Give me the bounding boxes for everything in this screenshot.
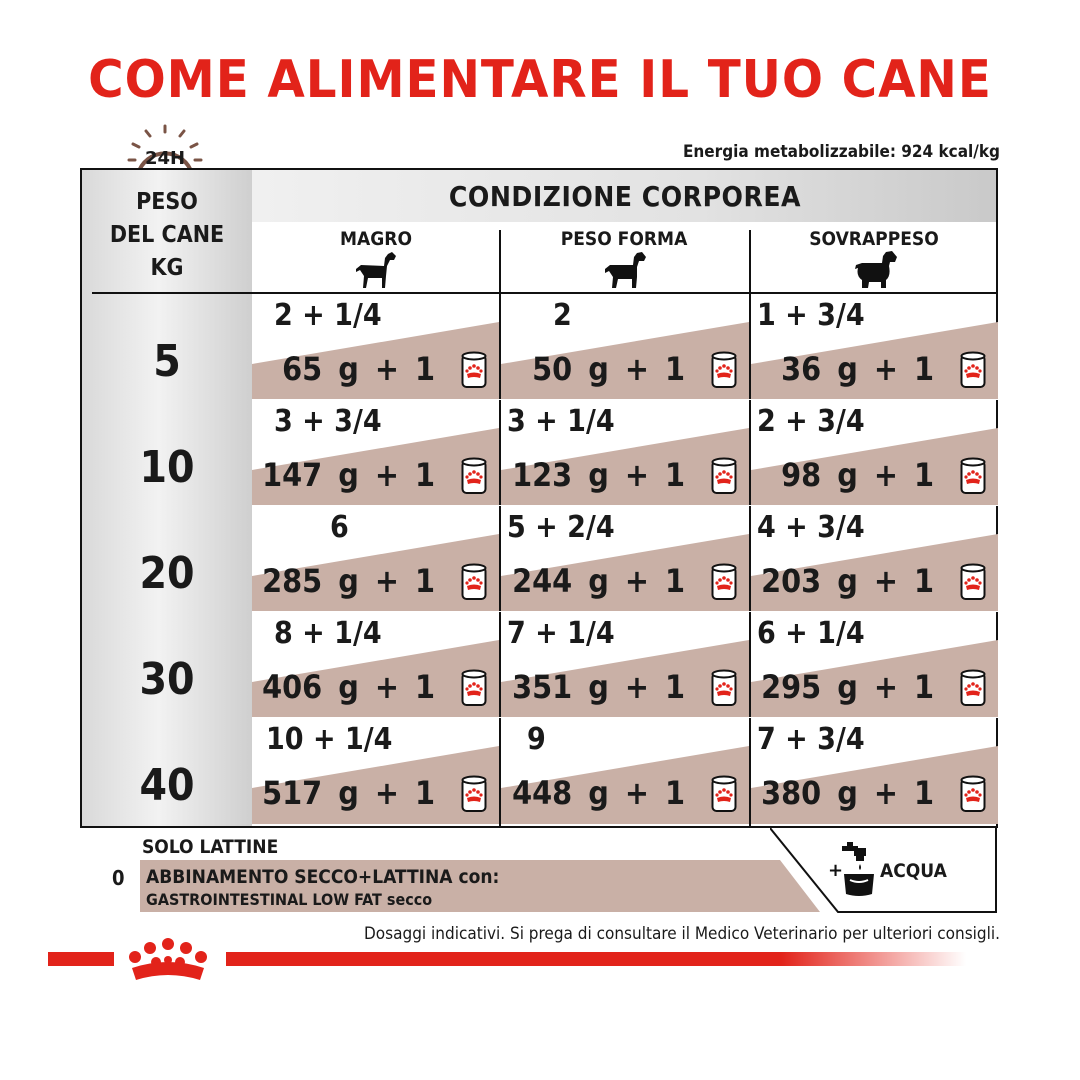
dose-cell	[501, 718, 749, 824]
dose-cell	[751, 294, 998, 400]
condition-header: CONDIZIONE CORPOREA	[448, 180, 802, 213]
dry-cups-value: 9	[527, 722, 546, 757]
can-icon	[960, 775, 986, 813]
disclaimer-note: Dosaggi indicativi. Si prega di consultare il Medico Veterinario per ulteriori consigli.	[364, 924, 1000, 944]
can-icon	[960, 351, 986, 389]
wet-grams-value: 65 g + 1	[282, 350, 435, 388]
wet-grams-value: 517 g + 1	[262, 774, 435, 812]
water-faucet-icon	[842, 842, 874, 896]
can-icon	[711, 457, 737, 495]
wet-grams-value: 98 g + 1	[781, 456, 934, 494]
wet-grams-value: 285 g + 1	[262, 562, 435, 600]
ideal-weight-dog-icon	[604, 250, 648, 290]
weight-header-line-1: PESO	[136, 189, 198, 215]
wet-grams-value: 203 g + 1	[761, 562, 934, 600]
royal-crown-logo-icon	[118, 936, 218, 986]
wet-grams-value: 147 g + 1	[262, 456, 435, 494]
wet-grams-value: 351 g + 1	[512, 668, 685, 706]
weight-kg-40: 40	[139, 760, 195, 811]
dry-cups-value: 1 + 3/4	[757, 298, 865, 333]
can-icon	[960, 669, 986, 707]
dose-cell	[501, 294, 749, 400]
can-icon	[711, 351, 737, 389]
weight-kg-5: 5	[153, 336, 181, 387]
can-icon	[461, 351, 487, 389]
page-title: COME ALIMENTARE IL TUO CANE	[88, 50, 992, 110]
weight-kg-30: 30	[139, 654, 195, 705]
dose-cell	[751, 612, 998, 718]
can-icon	[711, 669, 737, 707]
dry-cups-value: 7 + 3/4	[757, 722, 865, 757]
energy-info: Energia metabolizzabile: 924 kcal/kg	[682, 142, 1000, 162]
dry-cups-value: 6	[330, 510, 349, 545]
dose-cell	[252, 400, 499, 506]
dry-cups-value: 2 + 3/4	[757, 404, 865, 439]
dose-cell	[751, 400, 998, 506]
legend-zero: 0	[112, 866, 125, 890]
dry-cups-value: 8 + 1/4	[274, 616, 382, 651]
dose-cell	[751, 506, 998, 612]
dry-cups-value: 6 + 1/4	[757, 616, 865, 651]
weight-header-line-3: KG	[150, 255, 184, 281]
can-icon	[461, 669, 487, 707]
dry-cups-value: 3 + 3/4	[274, 404, 382, 439]
wet-grams-value: 448 g + 1	[512, 774, 685, 812]
wet-grams-value: 36 g + 1	[781, 350, 934, 388]
dry-cups-value: 3 + 1/4	[507, 404, 615, 439]
weight-kg-10: 10	[139, 442, 195, 493]
dry-cups-value: 10 + 1/4	[266, 722, 393, 757]
dry-cups-value: 2	[553, 298, 572, 333]
legend-solo-lattine: SOLO LATTINE	[142, 836, 279, 858]
water-label: ACQUA	[880, 860, 947, 882]
wet-grams-value: 380 g + 1	[761, 774, 934, 812]
can-icon	[461, 457, 487, 495]
dry-cups-value: 5 + 2/4	[507, 510, 615, 545]
overweight-dog-icon	[854, 250, 898, 290]
column-header-peso-forma: PESO FORMA	[560, 228, 688, 250]
wet-grams-value: 295 g + 1	[761, 668, 934, 706]
column-header-magro: MAGRO	[340, 228, 412, 250]
dose-cell	[501, 506, 749, 612]
wet-grams-value: 406 g + 1	[262, 668, 435, 706]
dose-cell	[252, 612, 499, 718]
can-icon	[461, 775, 487, 813]
wet-grams-value: 123 g + 1	[512, 456, 685, 494]
dose-cell	[751, 718, 998, 824]
wet-grams-value: 50 g + 1	[532, 350, 685, 388]
can-icon	[960, 457, 986, 495]
dry-cups-value: 7 + 1/4	[507, 616, 615, 651]
dose-cell	[252, 506, 499, 612]
brand-stripe-left	[48, 952, 114, 966]
water-plus-sign: +	[828, 860, 844, 881]
can-icon	[711, 563, 737, 601]
clock-label: 24H	[144, 148, 186, 169]
dose-cell	[252, 294, 499, 400]
can-icon	[711, 775, 737, 813]
brand-stripe-right	[226, 952, 966, 966]
dry-cups-value: 2 + 1/4	[274, 298, 382, 333]
dose-cell	[252, 718, 499, 824]
dose-cell	[501, 612, 749, 718]
legend-mix-line-1: ABBINAMENTO SECCO+LATTINA con:	[146, 866, 500, 888]
weight-header-line-2: DEL CANE	[109, 222, 225, 248]
legend-mix-line-2: GASTROINTESTINAL LOW FAT secco	[146, 890, 433, 909]
dry-cups-value: 4 + 3/4	[757, 510, 865, 545]
can-icon	[461, 563, 487, 601]
can-icon	[960, 563, 986, 601]
lean-dog-icon	[354, 250, 398, 290]
weight-header	[92, 186, 242, 285]
column-header-sovrappeso: SOVRAPPESO	[809, 228, 939, 250]
weight-kg-20: 20	[139, 548, 195, 599]
dose-cell	[501, 400, 749, 506]
wet-grams-value: 244 g + 1	[512, 562, 685, 600]
